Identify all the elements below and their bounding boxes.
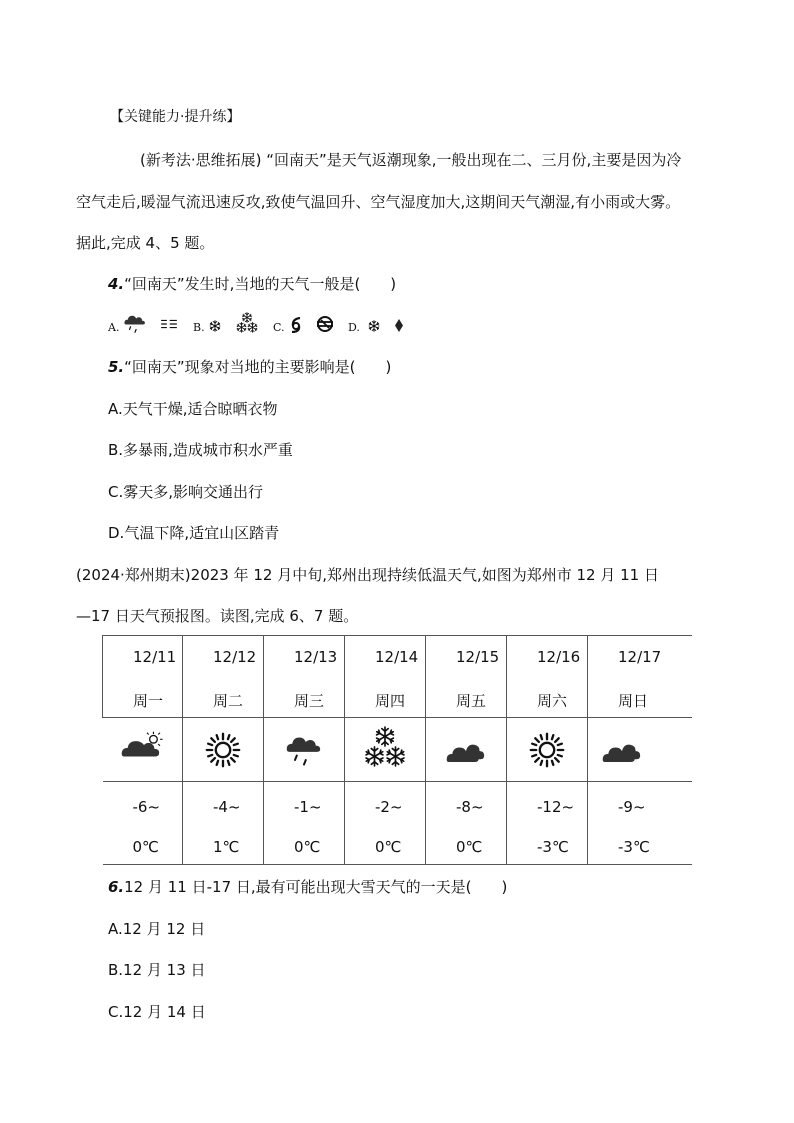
typhoon-icon — [289, 317, 303, 333]
day-date: 12/13 — [294, 648, 338, 666]
cloudy-sun-icon — [121, 730, 163, 760]
day-date: 12/16 — [537, 648, 581, 666]
temp-low: -4~ — [213, 798, 241, 816]
day-date: 12/17 — [618, 648, 662, 666]
hail-icon — [395, 319, 403, 332]
heavy-snow-icon — [364, 726, 406, 768]
temp-low: -2~ — [375, 798, 403, 816]
day-weekday: 周四 — [375, 692, 406, 710]
day-weekday: 周一 — [133, 692, 164, 710]
q5-option-a[interactable]: A.天气干燥,适合晾晒衣物 — [108, 400, 278, 418]
temp-cell — [103, 782, 183, 865]
intro2-line-2: —17 日天气预报图。读图,完成 6、7 题。 — [76, 607, 359, 625]
temp-high: -3℃ — [618, 838, 650, 856]
day-date: 12/11 — [133, 648, 177, 666]
question-number: 6. — [108, 878, 125, 896]
day-weekday: 周日 — [618, 692, 649, 710]
temp-low: -6~ — [132, 798, 161, 816]
fog-icon — [160, 319, 178, 329]
icon-cell — [426, 718, 507, 782]
question-number: 4. — [108, 275, 125, 293]
question-5 — [108, 357, 391, 377]
intro2-line-1: (2024·郑州期末)2023 年 12 月中旬,郑州出现持续低温天气,如图为郑州市 12 月 11 日 — [76, 566, 659, 584]
q6-option-a[interactable]: A.12 月 12 日 — [108, 920, 206, 938]
sandstorm-icon — [315, 315, 335, 333]
temp-high: 0℃ — [375, 838, 402, 856]
option-b-letter[interactable]: B. — [193, 321, 205, 334]
option-c-letter[interactable]: C. — [273, 321, 285, 334]
icon-cell — [588, 718, 692, 782]
temp-high: 1℃ — [213, 838, 240, 856]
day-cell — [426, 636, 507, 718]
icon-cell — [103, 718, 183, 782]
temp-cell — [183, 782, 264, 865]
day-cell — [264, 636, 345, 718]
day-weekday: 周二 — [213, 692, 244, 710]
temp-low: -1~ — [294, 798, 322, 816]
q5-option-b[interactable]: B.多暴雨,造成城市积水严重 — [108, 441, 293, 459]
section-title: 【关键能力·提升练】 — [110, 109, 241, 125]
light-rain-icon — [286, 734, 322, 768]
temp-high: 0℃ — [294, 838, 321, 856]
icon-cell — [183, 718, 264, 782]
icon-row — [103, 718, 692, 782]
day-cell — [507, 636, 588, 718]
temp-cell — [345, 782, 426, 865]
temperature-row — [103, 782, 692, 865]
temp-low: -8~ — [456, 798, 484, 816]
day-cell — [103, 636, 183, 718]
question-text: “回南天”发生时,当地的天气一般是( ) — [124, 275, 397, 293]
temp-cell — [507, 782, 588, 865]
question-text: “回南天”现象对当地的主要影响是( ) — [124, 358, 392, 376]
temp-cell — [588, 782, 692, 865]
day-cell — [183, 636, 264, 718]
icon-cell — [345, 718, 426, 782]
snowflake-icon — [209, 320, 221, 332]
question-4 — [108, 274, 396, 294]
day-date: 12/14 — [375, 648, 419, 666]
intro-line-1: (新考法·思维拓展) “回南天”是天气返潮现象,一般出现在二、三月份,主要是因为冷 — [140, 151, 682, 169]
q6-option-b[interactable]: B.12 月 13 日 — [108, 961, 206, 979]
temp-low: -12~ — [537, 798, 575, 816]
day-weekday: 周六 — [537, 692, 568, 710]
q4-options — [108, 314, 428, 338]
overcast-icon — [602, 740, 642, 764]
question-6 — [108, 877, 507, 897]
temp-high: 0℃ — [456, 838, 483, 856]
temp-high: 0℃ — [132, 838, 159, 856]
day-date: 12/12 — [213, 648, 257, 666]
sunny-icon — [529, 732, 565, 768]
temp-high: -3℃ — [537, 838, 569, 856]
question-number: 5. — [108, 358, 125, 376]
heavy-snow-icon — [236, 312, 258, 334]
day-date: 12/15 — [456, 648, 500, 666]
q5-option-c[interactable]: C.雾天多,影响交通出行 — [108, 483, 264, 501]
day-weekday: 周三 — [294, 692, 325, 710]
sunny-icon — [205, 732, 241, 768]
intro-line-3: 据此,完成 4、5 题。 — [76, 234, 215, 252]
intro-line-2: 空气走后,暖湿气流迅速反攻,致使气温回升、空气湿度加大,这期间天气潮湿,有小雨或大雾。 — [76, 193, 681, 211]
overcast-icon — [446, 740, 486, 764]
temp-low: -9~ — [618, 798, 646, 816]
snowflake-icon — [368, 320, 380, 332]
question-text: 12 月 11 日-17 日,最有可能出现大雪天气的一天是( ) — [124, 878, 508, 896]
day-weekday: 周五 — [456, 692, 487, 710]
option-a-letter[interactable]: A. — [108, 321, 120, 334]
q6-option-c[interactable]: C.12 月 14 日 — [108, 1003, 206, 1021]
day-cell — [345, 636, 426, 718]
icon-cell — [507, 718, 588, 782]
temp-cell — [264, 782, 345, 865]
temp-cell — [426, 782, 507, 865]
day-cell — [588, 636, 692, 718]
forecast-table — [102, 635, 692, 865]
light-rain-icon — [124, 314, 146, 334]
q5-option-d[interactable]: D.气温下降,适宜山区踏青 — [108, 524, 280, 542]
option-d-letter[interactable]: D. — [348, 321, 360, 334]
icon-cell — [264, 718, 345, 782]
date-row — [103, 636, 692, 718]
